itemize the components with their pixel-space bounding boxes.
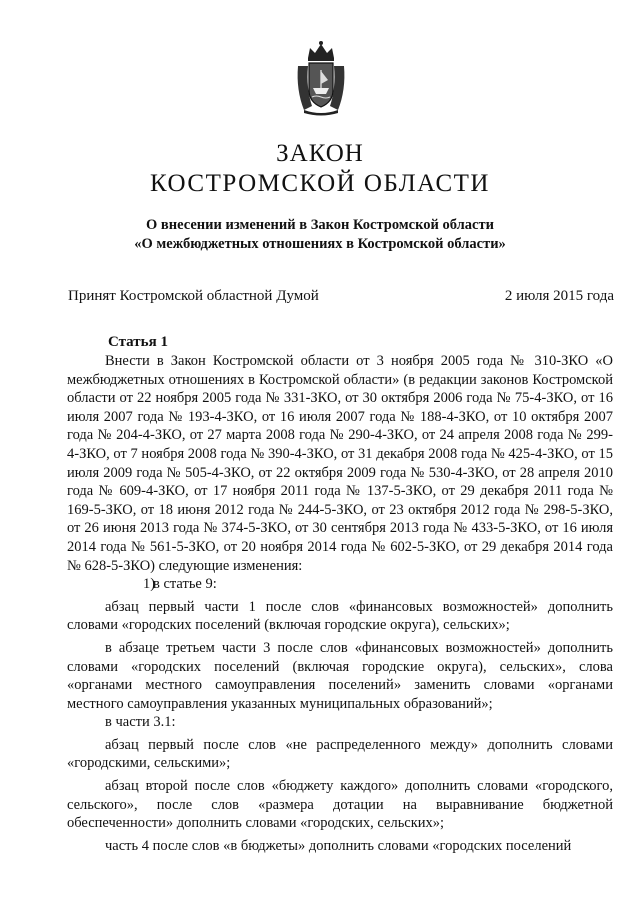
article-body — [67, 352, 613, 855]
paragraph-3: в части 3.1: — [105, 714, 176, 731]
paragraph-6: часть 4 после слов «в бюджеты» дополнить словами «городских поселений — [105, 837, 572, 854]
item-1 — [67, 575, 613, 594]
law-subject-line-1: О внесении изменений в Закон Костромской области — [146, 217, 494, 233]
item-number: 1) — [143, 576, 156, 593]
adoption-statement: Принят Костромской областной Думой — [68, 288, 319, 304]
kostroma-coat-of-arms-icon — [294, 40, 348, 116]
paragraph-4: абзац первый после слов «не распределенного между» дополнить словами «городскими, сельскими»; — [67, 736, 613, 772]
item-text: в статье 9: — [153, 576, 217, 593]
paragraph-5: абзац второй после слов «бюджету каждого» дополнить словами «городского, сельского», после слов «размера дотации на выравнивание бюджетной обеспеченности» дополнить словами «городских, сельских»; — [67, 778, 613, 832]
adoption-date: 2 июля 2015 года — [504, 288, 614, 304]
document-type-title: ЗАКОН — [276, 140, 364, 167]
paragraph-1: абзац первый части 1 после слов «финансовых возможностей» дополнить словами «городских поселений (включая городские округа), сельских»; — [67, 598, 613, 634]
paragraph-2: в абзаце третьем части 3 после слов «финансовых возможностей» дополнить словами «городских поселений (включая городские округа), сельских», слова «органами местного самоуправления поселений» заменить словами «органами местного самоуправления указанных муниципальных образований»; — [67, 639, 613, 712]
law-subject-line-2: «О межбюджетных отношениях в Костромской области» — [134, 236, 506, 252]
article-intro-paragraph: Внести в Закон Костромской области от 3 ноября 2005 года № 310-ЗКО «О межбюджетных отношениях в Костромской области» (в редакции законов Костромской области от 22 ноября 2005 года № 331-ЗКО, от 30 октября 2006 года № 75-4-ЗКО, от 16 июля 2007 года № 193-4-ЗКО, от 16 июля 2007 года № 188-4-ЗКО, от 10 октября 2007 года № 204-4-ЗКО, от 27 марта 2008 года № 290-4-ЗКО, от 24 апреля 2008 года № 299-4-ЗКО, от 7 ноября 2008 года № 390-4-ЗКО, от 31 декабря 2008 года № 425-4-ЗКО, от 15 июля 2009 года № 505-4-ЗКО, от 22 октября 2009 года № 530-4-ЗКО, от 28 апреля 2010 года № 609-4-ЗКО, от 17 ноября 2011 года № 137-5-ЗКО, от 29 декабря 2011 года № 169-5-ЗКО, от 18 июня 2012 года № 244-5-ЗКО, от 23 октября 2012 года № 298-5-ЗКО, от 26 июня 2013 года № 374-5-ЗКО, от 30 сентября 2013 года № 433-5-ЗКО, от 16 июля 2014 года № 561-5-ЗКО, от 20 ноября 2014 года № 602-5-ЗКО, от 29 декабря 2014 года № 628-5-ЗКО) следующие изменения: — [67, 353, 613, 574]
issuer-title: КОСТРОМСКОЙ ОБЛАСТИ — [150, 170, 490, 197]
article-heading: Статья 1 — [108, 334, 168, 350]
